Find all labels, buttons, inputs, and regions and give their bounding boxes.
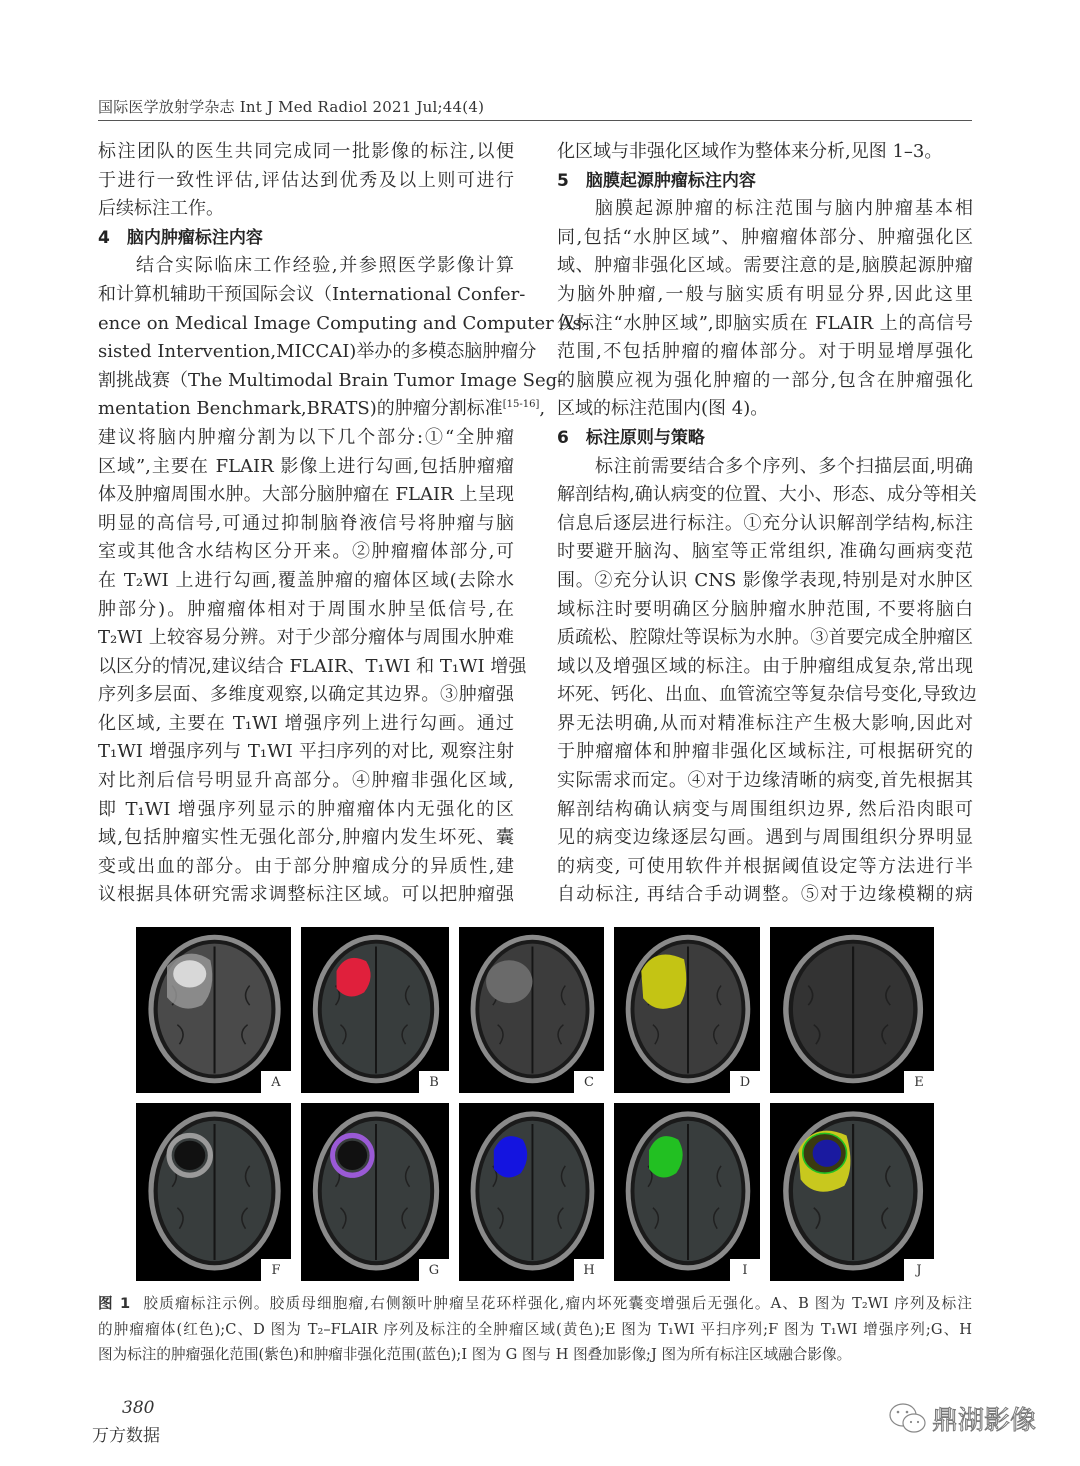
text-line: [98, 853, 514, 882]
source-mark: 万方数据: [92, 1426, 160, 1446]
text-line-content: mentation Benchmark,BRATS)的肿瘤分割标准: [98, 398, 503, 420]
text-line-content: 自动标注, 再结合手动调整。⑤对于边缘模糊的病: [557, 884, 973, 906]
wechat-icon: [888, 1402, 928, 1436]
text-line: [557, 224, 973, 253]
text-line-content: 体及肿瘤周围水肿。大部分脑肿瘤在 FLAIR 上呈现: [98, 484, 514, 506]
text-line: [557, 796, 973, 825]
text-line: [557, 195, 973, 224]
text-line-content: 解剖结构确认病变与周围组织边界, 然后沿肉眼可: [557, 798, 973, 820]
text-line: [557, 653, 973, 682]
caption-text: 图为标注的肿瘤强化范围(紫色)和肿瘤非强化范围(蓝色);I 图为 G 图与 H 图叠加影像;J 图为所有标注区域融合影像。: [98, 1346, 852, 1363]
text-line: [98, 338, 537, 367]
text-line: [98, 281, 526, 310]
mri-brain-image: [770, 927, 934, 1093]
panel-label: F: [261, 1259, 291, 1281]
text-line-content: 5 脑膜起源肿瘤标注内容: [557, 170, 756, 191]
text-line-content: 后续标注工作。: [98, 198, 224, 220]
panel-label: C: [574, 1071, 604, 1093]
panel-label: E: [904, 1071, 934, 1093]
text-line-content: 脑膜起源肿瘤的标注范围与脑内肿瘤基本相: [595, 198, 973, 220]
text-line: [98, 624, 514, 653]
text-line-content: 于肿瘤瘤体和肿瘤非强化区域标注, 可根据研究的: [557, 741, 973, 763]
text-line: [557, 881, 973, 910]
text-line-content: 变或出血的部分。由于部分肿瘤成分的异质性,建: [98, 855, 514, 877]
text-line-content: 标注前需要结合多个序列、多个扫描层面,明确: [595, 455, 973, 477]
panel-label: G: [419, 1259, 449, 1281]
mri-brain-image: [301, 927, 449, 1093]
caption-text: 胶质瘤标注示例。胶质母细胞瘤,右侧额叶肿瘤呈花环样强化,瘤内坏死囊变增强后无强化。A、B 图为 T₂WI 序列及标注: [142, 1295, 972, 1312]
panel-label: I: [730, 1259, 760, 1281]
mri-panel-h: [459, 1103, 604, 1281]
text-line: [557, 338, 973, 367]
text-line-content: 肿部分)。肿瘤瘤体相对于周围水肿呈低信号,在: [98, 598, 514, 620]
panel-label: H: [574, 1259, 604, 1281]
panel-label: A: [261, 1071, 291, 1093]
text-line: [98, 453, 514, 482]
text-line: [98, 596, 514, 625]
text-line: [98, 710, 514, 739]
text-line-content: 质疏松、腔隙灶等误标为水肿。③首要完成全肿瘤区: [557, 627, 973, 649]
text-line-content: 建议将脑内肿瘤分割为以下几个部分:①“全肿瘤: [98, 426, 514, 448]
figure-label: 图 1: [98, 1295, 131, 1312]
text-line-content: 和计算机辅助干预国际会议（International Confer-: [98, 283, 526, 305]
text-line: [557, 481, 977, 510]
text-line: [557, 395, 973, 424]
text-line-content: 范围,不包括肿瘤的瘤体部分。对于明显增厚强化: [557, 341, 973, 363]
text-line: [98, 395, 546, 424]
text-line-content: 坏死、钙化、出血、血管流空等复杂信号变化,导致边: [557, 684, 977, 706]
section-heading: [98, 224, 514, 253]
text-line-content: 时要避开脑沟、脑室等正常组织, 准确勾画病变范: [557, 541, 973, 563]
text-line-content: 的病变, 可使用软件并根据阈值设定等方法进行半: [557, 855, 973, 877]
mri-brain-image: [301, 1103, 449, 1281]
text-line-content: 6 标注原则与策略: [557, 427, 705, 448]
text-line-content: sisted Intervention,MICCAI)举办的多模态脑肿瘤分: [98, 341, 537, 363]
text-line: [98, 310, 588, 339]
text-line: [98, 796, 514, 825]
text-line: [557, 738, 973, 767]
mri-panel-e: [770, 927, 934, 1093]
text-line: [98, 681, 514, 710]
text-line: [98, 138, 514, 167]
text-line-content: T₁WI 增强序列与 T₁WI 平扫序列的对比, 观察注射: [98, 741, 514, 763]
text-line-content: 在 T₂WI 上进行勾画,覆盖肿瘤的瘤体区域(去除水: [98, 569, 514, 591]
text-line: [98, 538, 514, 567]
mri-panel-j: [770, 1103, 934, 1281]
text-line-content: 见的病变边缘逐层勾画。遇到与周围组织分界明显: [557, 827, 973, 849]
page-number: 380: [122, 1398, 155, 1418]
text-line-content: 议根据具体研究需求调整标注区域。可以把肿瘤强: [98, 884, 514, 906]
text-line: [98, 367, 564, 396]
text-line: [557, 310, 973, 339]
mri-brain-image: [770, 1103, 934, 1281]
mri-brain-image: [459, 1103, 604, 1281]
caption-line: [98, 1291, 972, 1317]
mri-panel-i: [614, 1103, 760, 1281]
mri-panel-d: [614, 927, 760, 1093]
text-line-content: 以区分的情况,建议结合 FLAIR、T₁WI 和 T₁WI 增强: [98, 655, 527, 677]
text-line: [557, 453, 973, 482]
text-line: [557, 538, 973, 567]
text-line: [557, 767, 973, 796]
text-line-content: ence on Medical Image Computing and Computer As-: [98, 312, 588, 334]
text-line-content: 仅标注“水肿区域”,即脑实质在 FLAIR 上的高信号: [557, 312, 973, 334]
right-column: [557, 138, 977, 910]
text-line-content: 域、肿瘤非强化区域。需要注意的是,脑膜起源肿瘤: [557, 255, 973, 277]
text-line: [98, 424, 514, 453]
text-line-content: 于进行一致性评估,评估达到优秀及以上则可进行: [98, 169, 514, 191]
text-line-content: 4 脑内肿瘤标注内容: [98, 227, 263, 248]
caption-line: [98, 1342, 972, 1368]
text-line: [98, 767, 514, 796]
watermark-text: 鼎湖影像: [932, 1406, 1037, 1436]
text-line-content: 界无法明确,从而对精准标注产生极大影响,因此对: [557, 712, 973, 734]
mri-brain-image: [136, 1103, 291, 1281]
text-line-content: 标注团队的医生共同完成同一批影像的标注,以便: [98, 141, 514, 162]
text-line-content: 区域的标注范围内(图 4)。: [557, 398, 769, 420]
caption-line: [98, 1317, 972, 1343]
text-line: [98, 881, 514, 910]
text-line-content: 域,包括肿瘤实性无强化部分,肿瘤内发生坏死、囊: [98, 827, 514, 849]
text-line: [98, 481, 514, 510]
text-line: [98, 567, 514, 596]
text-line-content: 对比剂后信号明显升高部分。④肿瘤非强化区域,: [98, 770, 514, 792]
mri-panel-g: [301, 1103, 449, 1281]
text-line: [98, 824, 514, 853]
text-line-content: 实际需求而定。④对于边缘清晰的病变,首先根据其: [557, 770, 973, 792]
text-line: [98, 252, 514, 281]
panel-label: D: [730, 1071, 760, 1093]
mri-brain-image: [614, 927, 760, 1093]
section-heading: [557, 424, 973, 453]
text-line-content: 割挑战赛（The Multimodal Brain Tumor Image Seg-: [98, 369, 564, 391]
mri-panel-a: [136, 927, 291, 1093]
text-line: [557, 567, 973, 596]
panel-label: J: [904, 1259, 934, 1281]
mri-brain-image: [136, 927, 291, 1093]
punctuation: ,: [539, 398, 546, 420]
figure-caption: [98, 1291, 972, 1368]
text-line: [557, 596, 973, 625]
text-line-content: 化区域与非强化区域作为整体来分析,见图 1–3。: [557, 141, 943, 162]
text-line: [557, 624, 973, 653]
text-line: [557, 367, 973, 396]
text-line-content: 室或其他含水结构区分开来。②肿瘤瘤体部分,可: [98, 541, 514, 563]
text-line-content: 明显的高信号,可通过抑制脑脊液信号将肿瘤与脑: [98, 512, 514, 534]
text-line: [557, 710, 973, 739]
text-line-content: 解剖结构,确认病变的位置、大小、形态、成分等相关: [557, 484, 977, 506]
text-line-content: 结合实际临床工作经验,并参照医学影像计算: [136, 255, 514, 277]
text-line: [98, 738, 514, 767]
citation-ref[interactable]: [15-16]: [502, 399, 540, 411]
panel-label: B: [419, 1071, 449, 1093]
text-line: [557, 252, 973, 281]
text-line-content: 信息后逐层进行标注。①充分认识解剖学结构,标注: [557, 512, 973, 534]
text-line-content: 域以及增强区域的标注。由于肿瘤组成复杂,常出现: [557, 655, 973, 677]
text-line: [557, 281, 973, 310]
text-line: [98, 195, 514, 224]
header-rule: [98, 120, 972, 121]
text-line: [557, 681, 977, 710]
mri-panel-f: [136, 1103, 291, 1281]
text-line-content: T₂WI 上较容易分辨。对于少部分瘤体与周围水肿难: [98, 627, 514, 649]
text-line-content: 序列多层面、多维度观察,以确定其边界。③肿瘤强: [98, 684, 514, 706]
mri-brain-image: [614, 1103, 760, 1281]
running-header: 国际医学放射学杂志 Int J Med Radiol 2021 Jul;44(4): [98, 98, 485, 116]
watermark: [888, 1400, 1036, 1437]
text-line-content: 围。②充分认识 CNS 影像学表现,特别是对水肿区: [557, 569, 973, 591]
text-line-content: 即 T₁WI 增强序列显示的肿瘤瘤体内无强化的区: [98, 798, 514, 820]
text-line-content: 同,包括“水肿区域”、肿瘤瘤体部分、肿瘤强化区: [557, 226, 973, 248]
text-line: [557, 138, 973, 167]
text-line: [557, 824, 973, 853]
text-line: [98, 510, 514, 539]
left-column: [98, 138, 588, 910]
section-heading: [557, 167, 973, 196]
mri-brain-image: [459, 927, 604, 1093]
text-line-content: 的脑膜应视为强化肿瘤的一部分,包含在肿瘤强化: [557, 369, 973, 391]
text-line-content: 域标注时要明确区分脑肿瘤水肿范围, 不要将脑白: [557, 598, 973, 620]
text-line-content: 区域”,主要在 FLAIR 影像上进行勾画,包括肿瘤瘤: [98, 455, 514, 477]
caption-text: 的肿瘤瘤体(红色);C、D 图为 T₂–FLAIR 序列及标注的全肿瘤区域(黄色);E 图为 T₁WI 平扫序列;F 图为 T₁WI 增强序列;G、H: [98, 1320, 972, 1338]
text-line-content: 化区域, 主要在 T₁WI 增强序列上进行勾画。通过: [98, 712, 514, 734]
text-line-content: 为脑外肿瘤,一般与脑实质有明显分界,因此这里: [557, 283, 973, 305]
text-line: [557, 510, 973, 539]
mri-panel-c: [459, 927, 604, 1093]
text-line: [98, 167, 514, 196]
mri-panel-b: [301, 927, 449, 1093]
text-line: [98, 653, 527, 682]
text-line: [557, 853, 973, 882]
